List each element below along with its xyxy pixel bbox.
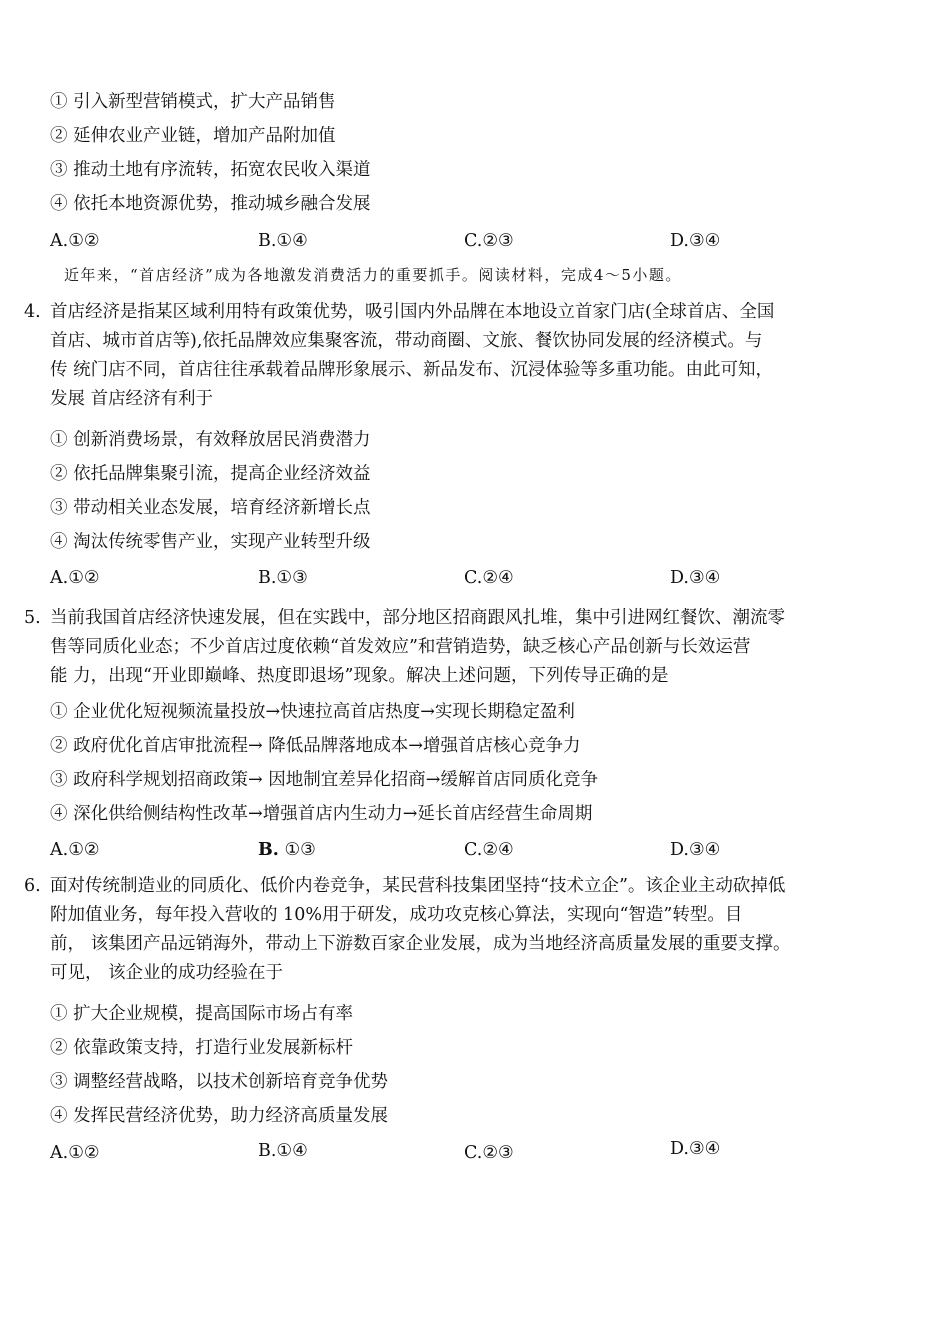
q6-stem-line: 面对传统制造业的同质化、低价内卷竞争，某民营科技集团坚持“技术立企”。该企业主动砍掉低 [50, 876, 786, 896]
q5-choice-b-letter: B. [258, 840, 279, 860]
q6-option-4: ④ 发挥民营经济优势，助力经济高质量发展 [50, 1106, 389, 1126]
material-intro: 近年来，“首店经济”成为各地激发消费活力的重要抓手。阅读材料，完成4～5小题。 [64, 266, 682, 284]
q4-choice-d[interactable]: D.③④ [670, 568, 721, 588]
q6-stem-line: 附加值业务，每年投入营收的 10%用于研发，成功攻克核心算法，实现向“智造”转型。目 [50, 905, 743, 925]
q3-choice-a[interactable]: A.①② [50, 231, 100, 251]
q3-option-4: ④ 依托本地资源优势，推动城乡融合发展 [50, 194, 371, 214]
q6-option-1: ① 扩大企业规模，提高国际市场占有率 [50, 1004, 354, 1024]
q4-choice-c[interactable]: C.②④ [464, 568, 514, 588]
q5-option-3: ③ 政府科学规划招商政策→ 因地制宜差异化招商→缓解首店同质化竞争 [50, 770, 598, 790]
q6-option-2: ② 依靠政策支持，打造行业发展新标杆 [50, 1038, 354, 1058]
q3-option-3: ③ 推动土地有序流转，拓宽农民收入渠道 [50, 160, 371, 180]
q4-stem-line: 传 统门店不同，首店往往承载着品牌形象展示、新品发布、沉浸体验等多重功能。由此可知， [50, 360, 774, 380]
q5-number: 5. [24, 608, 41, 628]
q6-stem [50, 872, 860, 988]
q3-choice-b[interactable]: B.①④ [258, 231, 308, 251]
q6-stem-line: 可见， 该企业的成功经验在于 [50, 963, 284, 983]
q4-option-2: ② 依托品牌集聚引流，提高企业经济效益 [50, 464, 371, 484]
q5-option-1: ① 企业优化短视频流量投放→快速拉高首店热度→实现长期稳定盈利 [50, 702, 575, 722]
q6-option-3: ③ 调整经营战略，以技术创新培育竞争优势 [50, 1072, 389, 1092]
q4-option-3: ③ 带动相关业态发展，培育经济新增长点 [50, 498, 371, 518]
q5-option-2: ② 政府优化首店审批流程→ 降低品牌落地成本→增强首店核心竞争力 [50, 736, 581, 756]
q5-choice-a[interactable]: A.①② [50, 840, 100, 860]
q5-choice-d[interactable]: D.③④ [670, 840, 721, 860]
q5-choice-b-text: ①③ [278, 840, 316, 860]
q5-choice-c[interactable]: C.②④ [464, 840, 514, 860]
q4-option-4: ④ 淘汰传统零售产业，实现产业转型升级 [50, 532, 371, 552]
q6-number: 6. [24, 876, 41, 896]
q5-stem-line: 当前我国首店经济快速发展，但在实践中，部分地区招商跟风扎堆，集中引进网红餐饮、潮流零 [50, 608, 785, 628]
q6-choice-c[interactable]: C.②③ [464, 1143, 514, 1163]
q6-choice-a[interactable]: A.①② [50, 1143, 100, 1163]
q4-stem-line: 发展 首店经济有利于 [50, 389, 214, 409]
q4-option-1: ① 创新消费场景，有效释放居民消费潜力 [50, 430, 371, 450]
q5-stem-line: 售等同质化业态；不少首店过度依赖“首发效应”和营销造势，缺乏核心产品创新与长效运营 [50, 637, 751, 657]
q4-stem-line: 首店经济是指某区域利用特有政策优势，吸引国内外品牌在本地设立首家门店(全球首店、全国 [50, 302, 775, 322]
q3-choice-c[interactable]: C.②③ [464, 231, 514, 251]
q6-choice-b[interactable]: B.①④ [258, 1141, 308, 1161]
q4-choice-a[interactable]: A.①② [50, 568, 100, 588]
q5-stem-line: 能 力，出现“开业即巅峰、热度即退场”现象。解决上述问题，下列传导正确的是 [50, 666, 669, 686]
q5-option-4: ④ 深化供给侧结构性改革→增强首店内生动力→延长首店经营生命周期 [50, 804, 593, 824]
q3-choice-d[interactable]: D.③④ [670, 231, 721, 251]
q5-stem [50, 604, 860, 691]
q4-choice-b[interactable]: B.①③ [258, 568, 308, 588]
q3-option-1: ① 引入新型营销模式，扩大产品销售 [50, 92, 336, 112]
q3-option-2: ② 延伸农业产业链，增加产品附加值 [50, 126, 336, 146]
q4-number: 4. [24, 302, 41, 322]
q5-choice-b[interactable] [258, 838, 316, 862]
q6-choice-d[interactable]: D.③④ [670, 1139, 721, 1159]
q6-stem-line: 前， 该集团产品远销海外，带动上下游数百家企业发展，成为当地经济高质量发展的重要支撑。 [50, 934, 791, 954]
q4-stem-line: 首店、城市首店等),依托品牌效应集聚客流，带动商圈、文旅、餐饮协同发展的经济模式。与 [50, 331, 763, 351]
q4-stem [50, 298, 860, 414]
